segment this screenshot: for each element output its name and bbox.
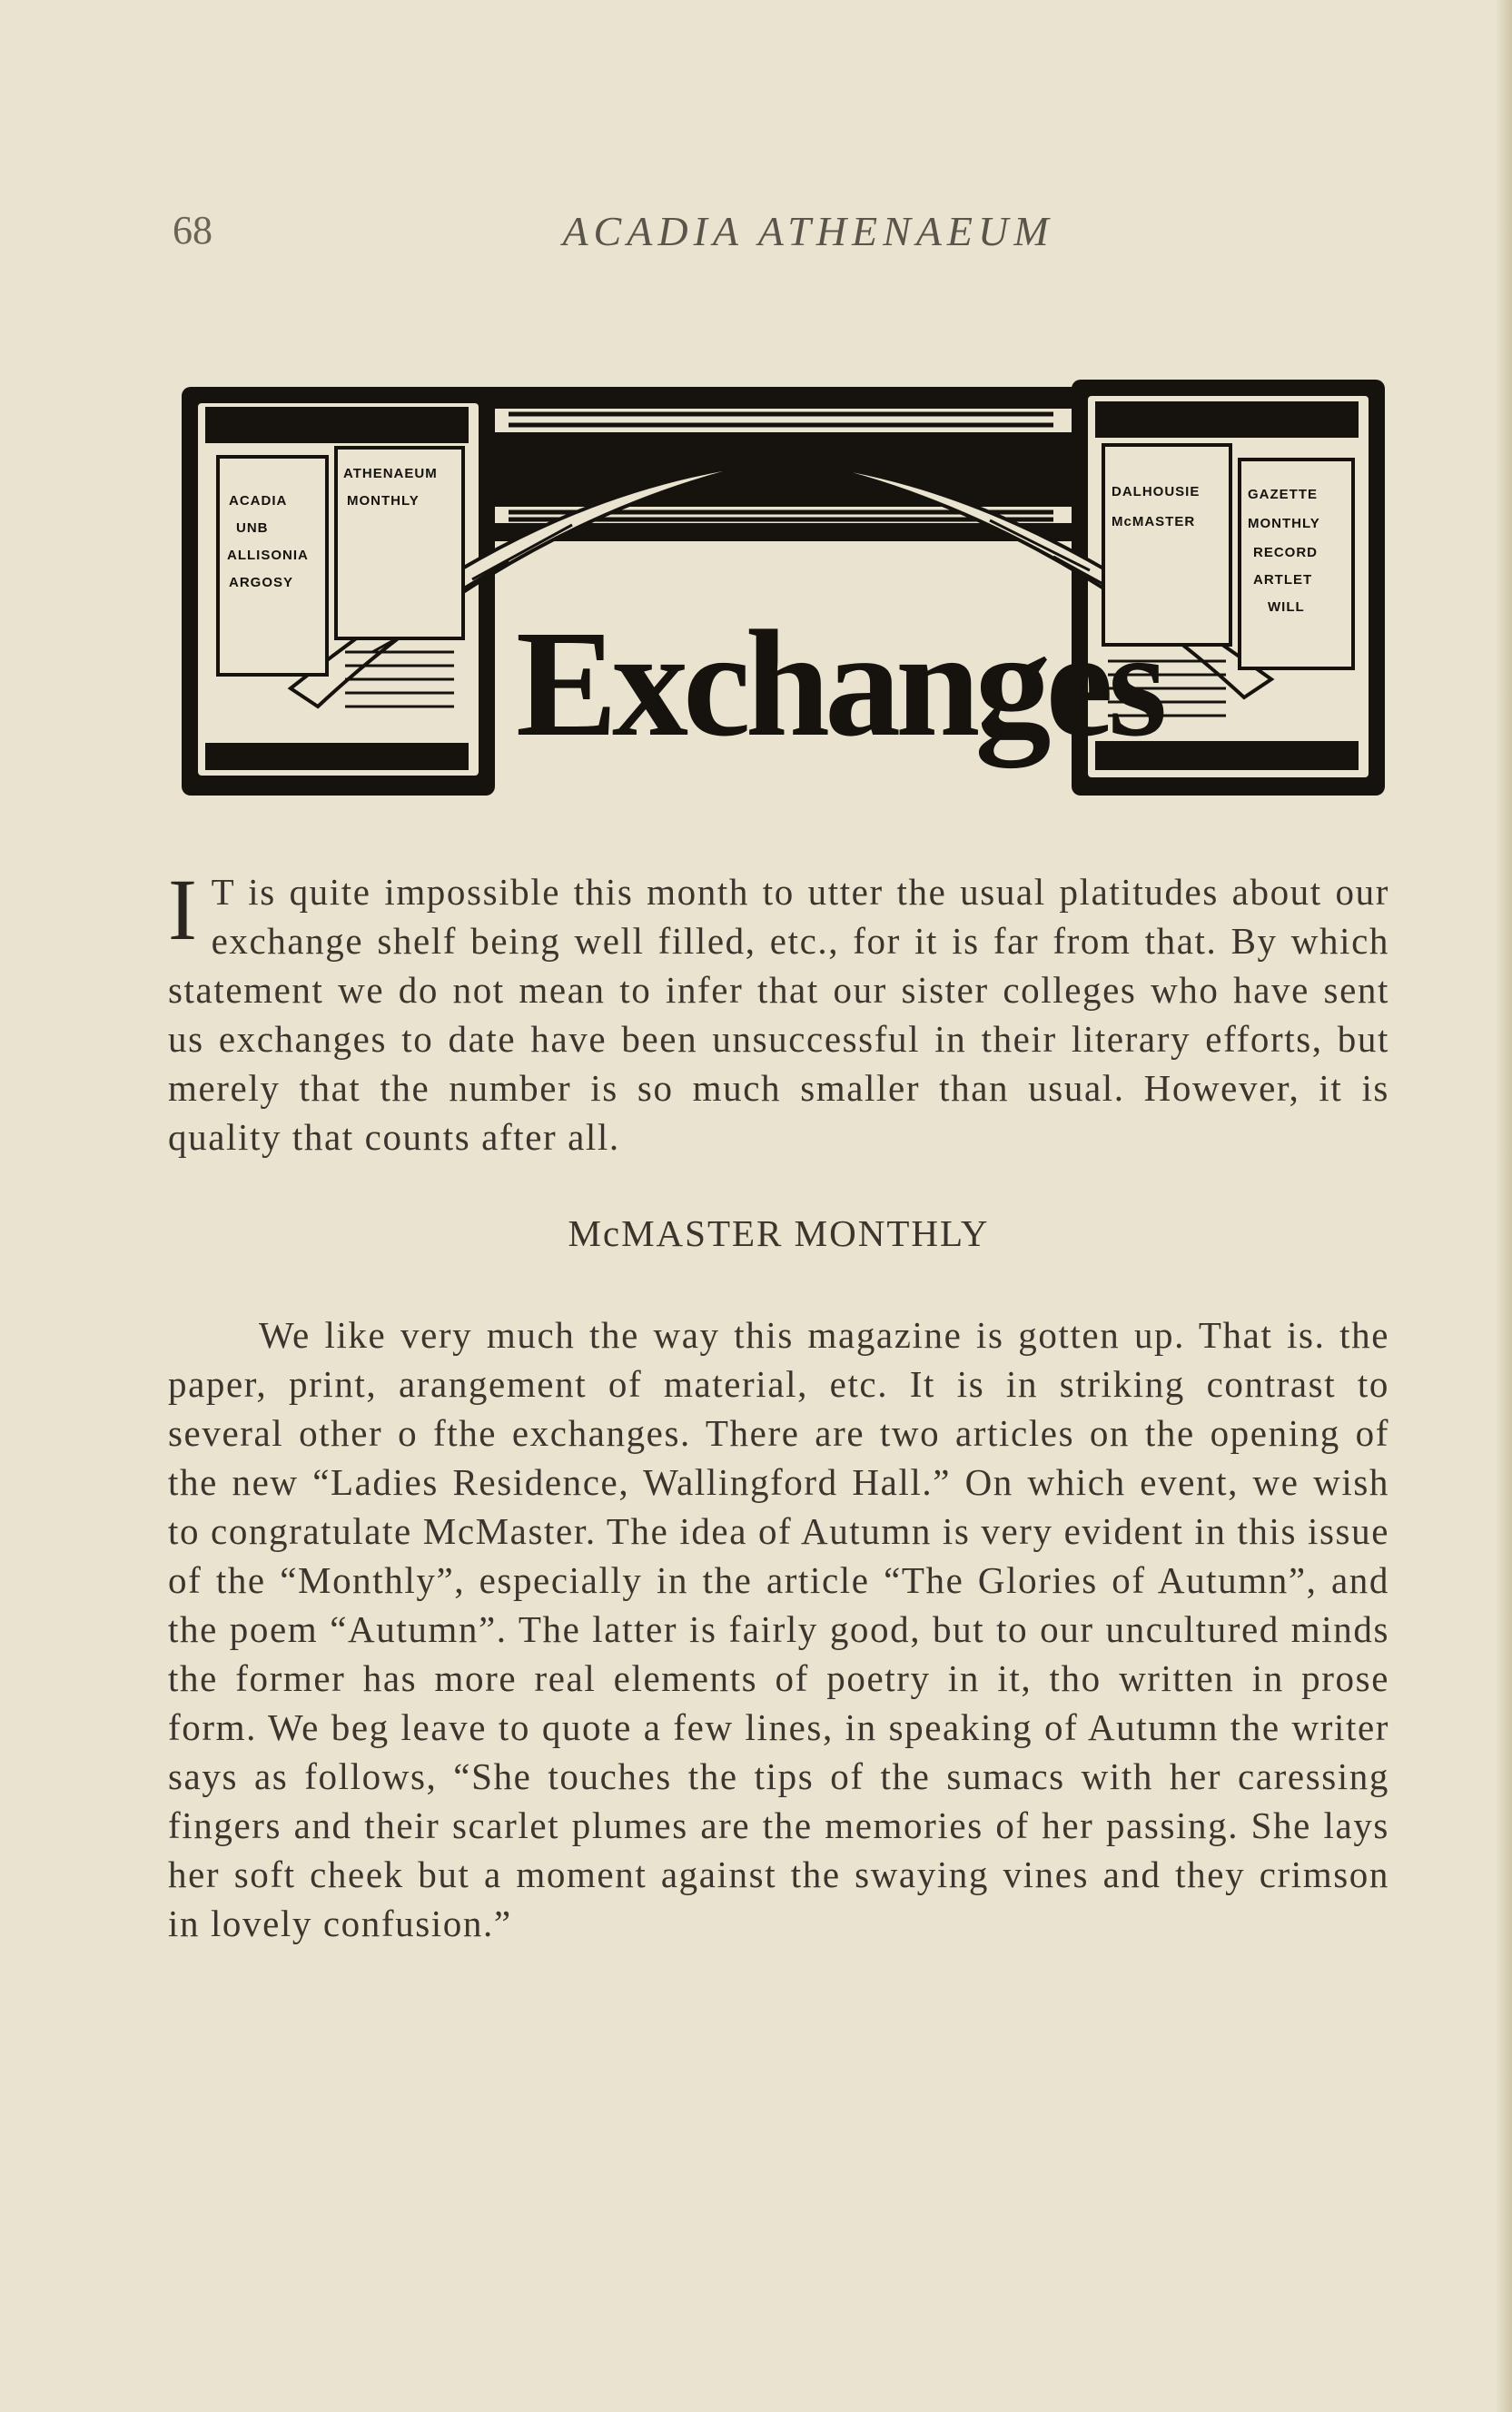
section-heading: McMASTER MONTHLY xyxy=(568,1212,990,1254)
journal-title: ACADIA ATHENAEUM xyxy=(562,208,1054,254)
book-label: McMASTER xyxy=(1112,514,1196,529)
book-label: UNB xyxy=(236,520,269,536)
book-label: DALHOUSIE xyxy=(1112,484,1201,499)
article-body xyxy=(168,861,1389,1948)
book-label: MONTHLY xyxy=(347,493,420,509)
book-label: ARTLET xyxy=(1253,572,1313,588)
book-label: MONTHLY xyxy=(1248,516,1320,531)
header-title: Exchanges xyxy=(516,599,1162,768)
intro-paragraph xyxy=(168,861,1389,1162)
exchanges-header-illustration xyxy=(182,380,1385,796)
book-label: WILL xyxy=(1268,599,1305,615)
book-label: RECORD xyxy=(1253,545,1319,560)
intro-text: T is quite impossible this month to utter the usual platitudes about our exchange shelf being well filled, etc., for it is far from that. By which statement we do not mean to infer that our sister colleges who have sent us exchanges to date have been unsuccessful in their literary efforts, but merely that the number is so much smaller than usual. However, it is quality that counts after all. xyxy=(168,871,1389,1158)
book-label: GAZETTE xyxy=(1248,487,1318,502)
page-edge xyxy=(1496,0,1512,2412)
book-label: ACADIA xyxy=(229,493,288,509)
book-label: ATHENAEUM xyxy=(343,466,438,481)
book-label: ARGOSY xyxy=(229,575,294,590)
drop-cap: I xyxy=(168,861,199,958)
page-number: 68 xyxy=(173,208,212,252)
book-label: ALLISONIA xyxy=(227,548,309,563)
running-head xyxy=(173,207,1408,262)
section-paragraph: We like very much the way this magazine is gotten up. That is. the paper, print, arangement of material, etc. It is in striking contrast to several other o fthe exchanges. There are two articles on the opening of the new “Ladies Residence, Wallingford Hall.” On which event, we wish to congratulate McMaster. The idea of Autumn is very evident in this issue of the “Monthly”, especially in the article “The Glories of Autumn”, and the poem “Autumn”. The latter is fairly good, but to our uncultured minds the former has more real elements of poetry in it, tho written in prose form. We beg leave to quote a few lines, in speaking of Autumn the writer says as follows, “She touches the tips of the sumacs with her caressing fingers and their scarlet plumes are the memories of her passing. She lays her soft cheek but a moment against the swaying vines and they crimson in lovely confusion.” xyxy=(168,1314,1389,1944)
